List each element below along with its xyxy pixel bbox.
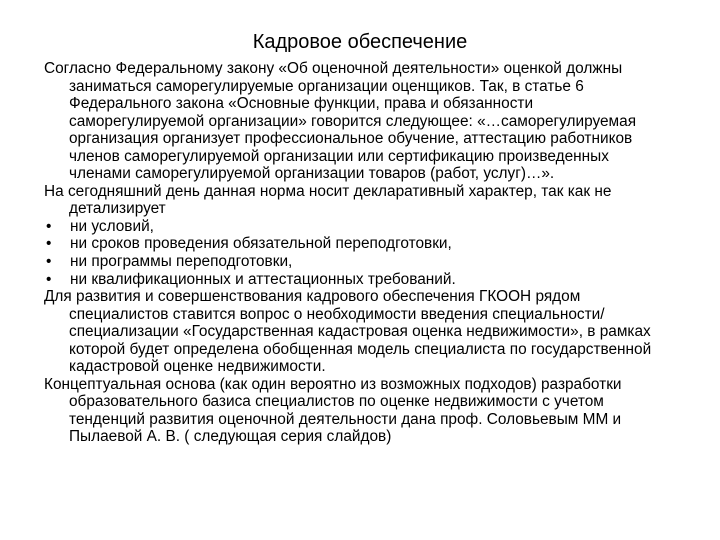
bullet-text: ни условий,	[70, 217, 154, 235]
paragraph-conceptual-basis: Концептуальная основа (как один вероятно из возможных подходов) разработки образовательного базиса специалистов по оценке недвижимости с учетом тенденций развития оценочной деятельности дана проф. Соловьевым ММ и Пылаевой А. В. ( следующая серия слайдов)	[44, 375, 622, 446]
bullet-item	[44, 235, 669, 253]
bullet-dot: •	[46, 253, 52, 271]
bullet-item	[44, 271, 669, 289]
bullet-item	[44, 218, 669, 236]
slide-body	[44, 60, 669, 446]
bullet-text: ни сроков проведения обязательной переподготовки,	[70, 235, 452, 253]
bullet-dot: •	[46, 270, 52, 288]
paragraph-specialty-proposal: Для развития и совершенствования кадрового обеспечения ГКООН рядом специалистов ставится вопрос о необходимости введения специальности/специализации «Государственная кадастровая оценка недвижимости», в рамках которой будет определена обобщенная модель специалиста по государственной кадастровой оценке недвижимости.	[44, 288, 652, 376]
bullet-text: ни программы переподготовки,	[70, 253, 293, 271]
bullet-item	[44, 253, 669, 271]
bullet-dot: •	[46, 235, 52, 253]
bullet-dot: •	[46, 217, 52, 235]
paragraph-law-reference: Согласно Федеральному закону «Об оценочной деятельности» оценкой должны заниматься саморегулируемые организации оценщиков. Так, в статье 6 Федерального закона «Основные функции, права и обязанности саморегулируемой организации» говорится следующее: «…саморегулируемая организация организует профессиональное обучение, аттестацию работников членов саморегулируемой организации или сертификацию произведенных членами саморегулируемой организации товаров (работ, услуг)…».	[44, 60, 637, 183]
bullet-text: ни квалификационных и аттестационных требований.	[70, 270, 456, 288]
slide-title: Кадровое обеспечение	[252, 31, 468, 53]
paragraph-declarative-norm: На сегодняшний день данная норма носит декларативный характер, так как не детализирует	[44, 182, 612, 218]
